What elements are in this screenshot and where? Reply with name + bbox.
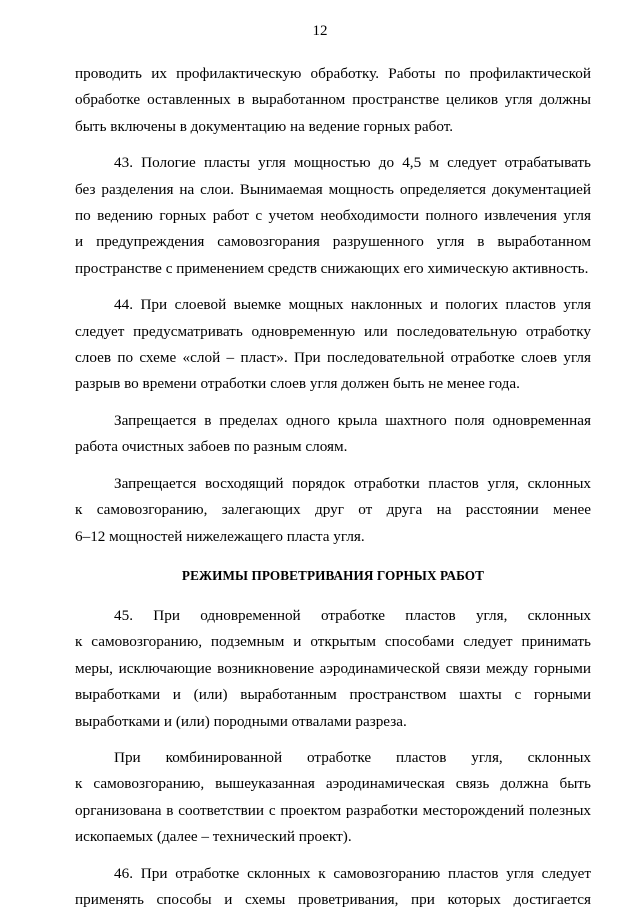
text-line: 44. При слоевой выемке мощных наклонных и пологих пластов угля <box>114 296 591 314</box>
text-line: применять способы и схемы проветривания, при которых достигается <box>75 890 591 908</box>
paragraph-44 <box>75 292 591 398</box>
document-body <box>75 61 591 923</box>
text-line: 45. При одновременной отработке пластов угля, склонных <box>114 606 591 624</box>
paragraph <box>75 745 591 851</box>
text-line: работа очистных забоев по разным слоям. <box>75 438 348 456</box>
page-number: 12 <box>312 23 328 39</box>
text-line: разрыв во времени отработки слоев угля должен быть не менее года. <box>75 375 520 393</box>
text-line: по ведению горных работ с учетом необходимости полного извлечения угля <box>75 207 591 225</box>
text-line: меры, исключающие возникновение аэродинамической связи между горными <box>75 659 591 677</box>
text-line: слоев по схеме «слой – пласт». При последовательной отработке слоев угля <box>75 349 591 367</box>
text-line: пространстве с применением средств снижающих его химическую активность. <box>75 259 589 277</box>
section-heading: РЕЖИМЫ ПРОВЕТРИВАНИЯ ГОРНЫХ РАБОТ <box>181 567 485 583</box>
text-line: 46. При отработке склонных к самовозгоранию пластов угля следует <box>114 864 591 882</box>
text-line: Запрещается восходящий порядок отработки пластов угля, склонных <box>114 474 591 492</box>
paragraph <box>75 471 591 550</box>
text-line: выработками и (или) выработанным пространством шахты с горными <box>75 686 591 704</box>
text-line: Запрещается в пределах одного крыла шахтного поля одновременная <box>114 411 591 429</box>
paragraph-46 <box>75 861 591 914</box>
text-line: обработке оставленных в выработанном пространстве целиков угля должны <box>75 91 591 109</box>
text-line: При комбинированной отработке пластов угля, склонных <box>114 748 591 766</box>
text-line: и предупреждения самовозгорания разрушенного угля в выработанном <box>75 233 591 251</box>
text-line: к самовозгоранию, залегающих друг от друга на расстоянии менее <box>75 501 591 519</box>
text-line: организована в соответствии с проектом разработки месторождений полезных <box>75 801 591 819</box>
text-line: без разделения на слои. Вынимаемая мощность определяется документацией <box>75 180 591 198</box>
paragraph-43 <box>75 150 591 282</box>
text-line: проводить их профилактическую обработку. Работы по профилактической <box>75 65 591 82</box>
text-line: ископаемых (далее – технический проект). <box>75 828 352 846</box>
text-line: быть включены в документацию на ведение горных работ. <box>75 117 454 135</box>
text-line: к самовозгоранию, подземным и открытым способами следует принимать <box>75 633 591 651</box>
text-line: следует предусматривать одновременную или последовательную отработку <box>75 322 591 340</box>
text-line: 43. Пологие пласты угля мощностью до 4,5 м следует отрабатывать <box>114 154 591 172</box>
text-line: 6–12 мощностей нижележащего пласта угля. <box>75 527 365 545</box>
text-line: выработками и (или) породными отвалами разреза. <box>75 712 407 730</box>
paragraph-45 <box>75 603 591 735</box>
paragraph <box>75 408 591 461</box>
paragraph <box>75 61 591 140</box>
text-line: к самовозгоранию, вышеуказанная аэродинамическая связь должна быть <box>75 775 591 793</box>
